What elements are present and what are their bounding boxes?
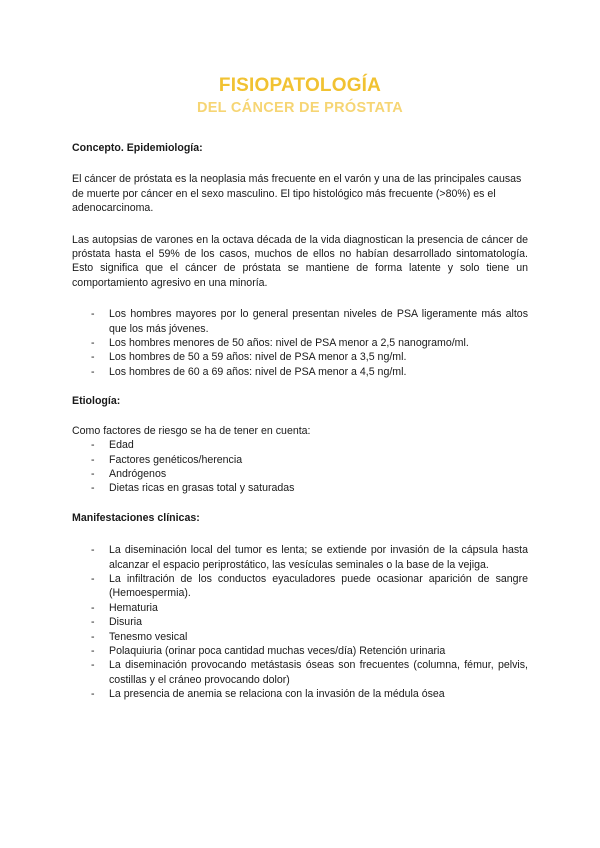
list-item: - Factores genéticos/herencia xyxy=(72,453,528,467)
section-heading-etiologia: Etiología: xyxy=(72,395,121,408)
document-title: FISIOPATOLOGÍA xyxy=(218,75,382,96)
list-item: - Hematuria xyxy=(72,601,528,615)
paragraph-concepto-1: El cáncer de próstata es la neoplasia más frecuente en el varón y una de las principales causas de muerte por cáncer en el sexo masculino. El tipo histológico más frecuente (>80%) es el adenocarcinoma. xyxy=(72,173,522,215)
paragraph-etiologia-intro: Como factores de riesgo se ha de tener en cuenta: xyxy=(72,424,311,437)
list-item: - Andrógenos xyxy=(72,467,528,481)
psa-list xyxy=(72,307,528,379)
paragraph-concepto-2: Las autopsias de varones en la octava década de la vida diagnostican la presencia de cáncer de próstata hasta el 59% de los casos, muchos de ellos no habían desarrollado sintomatología. Esto significa que el cáncer de próstata se mantiene de forma latente y solo tiene un comportamiento agresivo en una minoría. xyxy=(72,233,528,289)
section-heading-manifestaciones: Manifestaciones clínicas: xyxy=(72,511,200,524)
risk-factor-list xyxy=(72,438,528,496)
document-body xyxy=(72,141,528,702)
document-subtitle: DEL CÁNCER DE PRÓSTATA xyxy=(196,100,404,116)
list-item: - La diseminación provocando metástasis óseas son frecuentes (columna, fémur, pelvis, costillas y el cráneo provocando dolor) xyxy=(72,658,528,687)
clinical-manifestations-list xyxy=(72,543,528,701)
list-item: - La infiltración de los conductos eyaculadores puede ocasionar aparición de sangre (Hemoespermia). xyxy=(72,572,528,601)
list-item: - Los hombres menores de 50 años: nivel de PSA menor a 2,5 nanogramo/ml. xyxy=(72,336,528,350)
section-heading-concepto: Concepto. Epidemiología: xyxy=(72,142,203,154)
list-item: - Disuria xyxy=(72,615,528,629)
list-item: - La diseminación local del tumor es lenta; se extiende por invasión de la cápsula hasta alcanzar el espacio periprostático, las vesículas seminales o la base de la vejiga. xyxy=(72,543,528,572)
list-item: - Polaquiuria (orinar poca cantidad muchas veces/día) Retención urinaria xyxy=(72,644,528,658)
list-item: - Los hombres de 60 a 69 años: nivel de PSA menor a 4,5 ng/ml. xyxy=(72,365,528,379)
list-item: - La presencia de anemia se relaciona con la invasión de la médula ósea xyxy=(72,687,528,701)
list-item: - Dietas ricas en grasas total y saturadas xyxy=(72,481,528,495)
list-item: - Edad xyxy=(72,438,528,452)
list-item: - Tenesmo vesical xyxy=(72,630,528,644)
list-item: - Los hombres de 50 a 59 años: nivel de PSA menor a 3,5 ng/ml. xyxy=(72,350,528,364)
list-item: - Los hombres mayores por lo general presentan niveles de PSA ligeramente más altos que los más jóvenes. xyxy=(72,307,528,336)
